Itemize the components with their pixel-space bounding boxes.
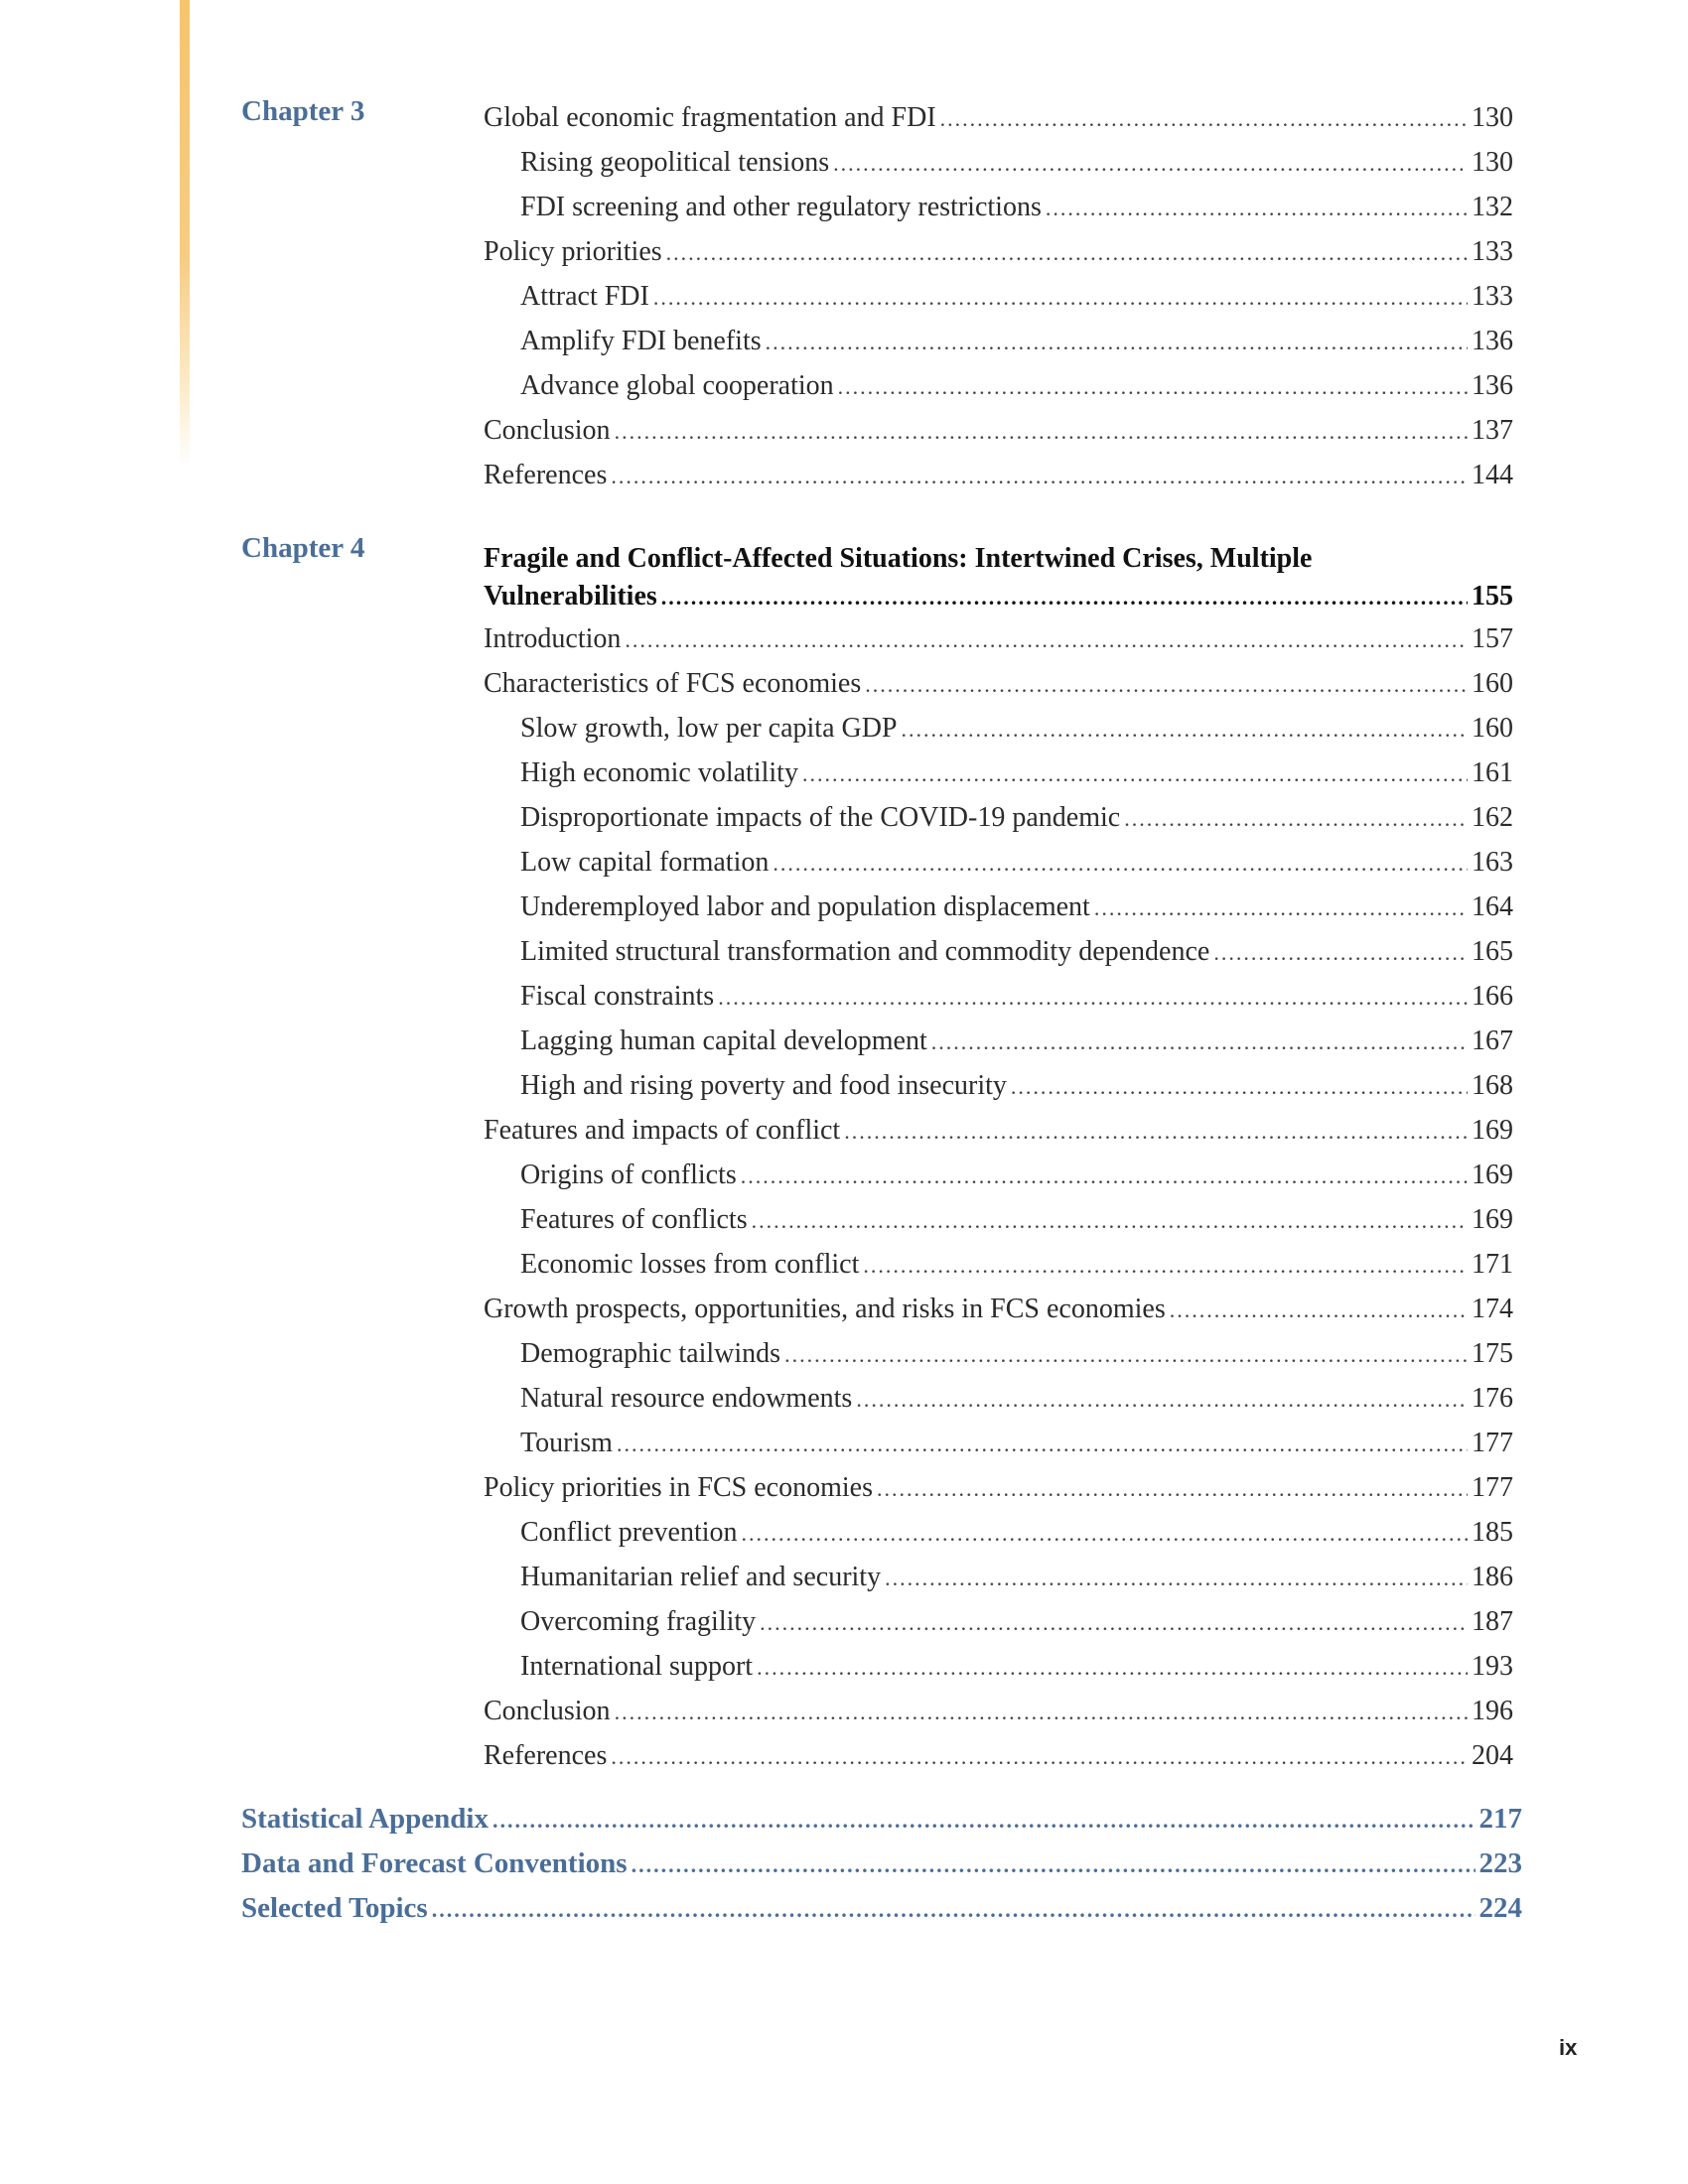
toc-entry[interactable] [484, 929, 1513, 974]
dot-leader [877, 1466, 1468, 1511]
toc-entry-page: 133 [1472, 236, 1513, 267]
dot-leader [615, 409, 1468, 454]
dot-leader [1170, 1288, 1468, 1332]
toc-entry-title: Conflict prevention [520, 1517, 738, 1548]
dot-leader [1094, 886, 1468, 930]
dot-leader [492, 1798, 1476, 1843]
toc-entry[interactable] [484, 1287, 1513, 1331]
toc-entry-title: Overcoming fragility [520, 1606, 757, 1637]
toc-entry-title: References [484, 1740, 608, 1771]
toc-entry-title: Selected Topics [241, 1892, 428, 1924]
dot-leader [742, 1511, 1468, 1556]
toc-entry-title: Amplify FDI benefits [520, 326, 762, 356]
toc-entry-page: 171 [1472, 1249, 1513, 1280]
toc-entry-page: 136 [1472, 326, 1513, 356]
toc-entry-page: 169 [1472, 1204, 1513, 1235]
dot-leader [940, 96, 1468, 141]
dot-leader [766, 320, 1468, 364]
dot-leader [752, 1198, 1468, 1243]
toc-entry-title: Humanitarian relief and security [520, 1562, 882, 1592]
toc-entry[interactable] [484, 185, 1513, 229]
dot-leader [833, 141, 1468, 186]
decorative-gold-bar [180, 0, 190, 467]
toc-entry-title: Conclusion [484, 1696, 611, 1726]
dot-leader [1011, 1064, 1468, 1109]
toc-entry-page: 164 [1472, 891, 1513, 922]
toc-entry-title: Economic losses from conflict [520, 1249, 860, 1280]
toc-entry[interactable] [484, 795, 1513, 840]
toc-entry[interactable] [241, 1886, 1522, 1931]
toc-entry[interactable] [484, 751, 1513, 795]
dot-leader [902, 707, 1468, 751]
toc-entry[interactable] [484, 1644, 1513, 1689]
chapter-4-heading-row [484, 577, 1513, 616]
chapter-3-toc [484, 95, 1513, 497]
page-number: ix [1559, 2035, 1578, 2060]
toc-entry-page: 187 [1472, 1606, 1513, 1637]
toc-entry[interactable] [484, 1197, 1513, 1242]
toc-entry[interactable] [484, 140, 1513, 185]
toc-entry[interactable] [484, 453, 1513, 497]
toc-entry-title: Low capital formation [520, 847, 770, 878]
dot-leader [802, 751, 1468, 796]
toc-entry[interactable] [484, 1510, 1513, 1555]
toc-entry-page: 175 [1472, 1338, 1513, 1369]
dot-leader [773, 841, 1468, 886]
toc-entry-title: Introduction [484, 623, 622, 654]
toc-entry[interactable] [484, 974, 1513, 1019]
dot-leader [1124, 796, 1468, 841]
toc-entry[interactable] [484, 1421, 1513, 1465]
toc-entry-title: Disproportionate impacts of the COVID-19 pandemic [520, 802, 1121, 833]
toc-entry[interactable] [484, 1108, 1513, 1153]
dot-leader [718, 975, 1468, 1020]
toc-entry-title: Rising geopolitical tensions [520, 147, 830, 178]
toc-entry-page: 177 [1472, 1472, 1513, 1503]
toc-entry-page: 176 [1472, 1383, 1513, 1414]
toc-entry[interactable] [484, 1063, 1513, 1108]
toc-entry-page: 163 [1472, 847, 1513, 878]
toc-entry[interactable] [484, 1555, 1513, 1599]
toc-entry-page: 169 [1472, 1115, 1513, 1146]
toc-entry-title: Advance global cooperation [520, 370, 834, 401]
toc-entry-page: 196 [1472, 1696, 1513, 1726]
dot-leader [615, 1690, 1468, 1734]
toc-entry-title: Features of conflicts [520, 1204, 748, 1235]
appendix-toc [241, 1797, 1522, 1931]
toc-entry-title: Attract FDI [520, 281, 649, 312]
chapter-4-heading-page: 155 [1472, 581, 1513, 612]
toc-entry[interactable] [484, 1689, 1513, 1733]
toc-entry-page: 137 [1472, 415, 1513, 446]
toc-entry-page: 157 [1472, 623, 1513, 654]
dot-leader [617, 1422, 1468, 1466]
toc-entry-title: Slow growth, low per capita GDP [520, 713, 898, 744]
toc-entry-page: 165 [1472, 936, 1513, 967]
toc-entry-title: Global economic fragmentation and FDI [484, 102, 936, 133]
toc-entry-page: 136 [1472, 370, 1513, 401]
toc-entry[interactable] [484, 1599, 1513, 1644]
toc-entry-page: 185 [1472, 1517, 1513, 1548]
toc-entry[interactable] [484, 1465, 1513, 1510]
toc-entry-page: 160 [1472, 668, 1513, 699]
dot-leader [432, 1887, 1476, 1932]
toc-entry-title: Tourism [520, 1428, 613, 1458]
toc-entry-title: Fiscal constraints [520, 981, 715, 1012]
toc-entry-page: 144 [1472, 460, 1513, 490]
toc-entry-page: 161 [1472, 757, 1513, 788]
toc-entry-page: 167 [1472, 1025, 1513, 1056]
toc-entry[interactable] [484, 363, 1513, 408]
chapter-4-heading-line2: Vulnerabilities [484, 581, 657, 612]
toc-entry-title: References [484, 460, 608, 490]
dot-leader [838, 364, 1468, 409]
toc-entry[interactable] [484, 1376, 1513, 1421]
toc-entry[interactable] [484, 1019, 1513, 1063]
toc-entry-title: High and rising poverty and food insecurity [520, 1070, 1007, 1101]
dot-leader [760, 1600, 1468, 1645]
toc-entry-title: Data and Forecast Conventions [241, 1847, 628, 1879]
toc-entry-title: High economic volatility [520, 757, 798, 788]
dot-leader [757, 1645, 1468, 1690]
dot-leader [863, 1243, 1468, 1288]
toc-entry-title: Statistical Appendix [241, 1803, 489, 1835]
dot-leader [784, 1332, 1468, 1377]
dot-leader [661, 578, 1468, 617]
dot-leader [885, 1556, 1468, 1600]
toc-entry-title: Demographic tailwinds [520, 1338, 781, 1369]
toc-entry-page: 223 [1478, 1847, 1522, 1879]
toc-entry-title: Growth prospects, opportunities, and risks in FCS economies [484, 1294, 1166, 1324]
toc-entry[interactable] [484, 706, 1513, 751]
toc-entry-title: Origins of conflicts [520, 1160, 737, 1190]
chapter-4-entries [484, 616, 1513, 1778]
toc-entry[interactable] [484, 95, 1513, 140]
dot-leader [1046, 186, 1468, 230]
toc-entry[interactable] [484, 840, 1513, 885]
toc-entry-page: 130 [1472, 147, 1513, 178]
dot-leader [625, 617, 1468, 662]
chapter-4-label: Chapter 4 [241, 532, 365, 564]
toc-entry-page: 166 [1472, 981, 1513, 1012]
toc-entry-title: Lagging human capital development [520, 1025, 927, 1056]
toc-entry[interactable] [484, 661, 1513, 706]
toc-entry[interactable] [484, 885, 1513, 929]
dot-leader [844, 1109, 1468, 1154]
toc-entry[interactable] [484, 1331, 1513, 1376]
dot-leader [865, 662, 1468, 707]
toc-entry-title: Natural resource endowments [520, 1383, 853, 1414]
dot-leader [611, 1734, 1468, 1779]
toc-entry-page: 133 [1472, 281, 1513, 312]
dot-leader [611, 454, 1468, 498]
toc-entry[interactable] [484, 319, 1513, 363]
toc-entry[interactable] [484, 274, 1513, 319]
toc-entry-page: 204 [1472, 1740, 1513, 1771]
toc-entry-page: 162 [1472, 802, 1513, 833]
toc-entry-page: 169 [1472, 1160, 1513, 1190]
toc-entry-title: Policy priorities in FCS economies [484, 1472, 873, 1503]
toc-entry-page: 186 [1472, 1562, 1513, 1592]
dot-leader [1213, 930, 1468, 975]
toc-entry-title: FDI screening and other regulatory restrictions [520, 192, 1042, 222]
toc-entry[interactable] [241, 1797, 1522, 1842]
toc-entry[interactable] [241, 1842, 1522, 1886]
toc-entry-page: 217 [1478, 1803, 1522, 1835]
toc-entry-title: Limited structural transformation and commodity dependence [520, 936, 1210, 967]
chapter-4-heading[interactable] [484, 541, 1513, 616]
toc-entry[interactable] [484, 408, 1513, 453]
toc-entry-page: 168 [1472, 1070, 1513, 1101]
toc-entry[interactable] [484, 1733, 1513, 1778]
toc-entry[interactable] [484, 1242, 1513, 1287]
toc-entry-page: 177 [1472, 1428, 1513, 1458]
toc-entry-page: 130 [1472, 102, 1513, 133]
dot-leader [741, 1154, 1468, 1198]
toc-entry-page: 193 [1472, 1651, 1513, 1682]
toc-entry-title: Characteristics of FCS economies [484, 668, 862, 699]
toc-entry[interactable] [484, 616, 1513, 661]
toc-entry-title: Features and impacts of conflict [484, 1115, 841, 1146]
dot-leader [632, 1843, 1476, 1887]
toc-entry-page: 160 [1472, 713, 1513, 744]
dot-leader [653, 275, 1468, 320]
toc-entry-title: Policy priorities [484, 236, 662, 267]
toc-entry-page: 174 [1472, 1294, 1513, 1324]
toc-entry-title: International support [520, 1651, 754, 1682]
toc-entry[interactable] [484, 1153, 1513, 1197]
chapter-4-heading-line1: Fragile and Conflict-Affected Situations: Intertwined Crises, Multiple [484, 543, 1313, 574]
dot-leader [931, 1020, 1468, 1064]
toc-entry-page: 132 [1472, 192, 1513, 222]
dot-leader [856, 1377, 1468, 1422]
toc-entry-title: Conclusion [484, 415, 611, 446]
toc-entry-title: Underemployed labor and population displacement [520, 891, 1090, 922]
toc-entry-page: 224 [1478, 1892, 1522, 1924]
dot-leader [666, 230, 1468, 275]
toc-entry[interactable] [484, 229, 1513, 274]
chapter-3-label: Chapter 3 [241, 95, 365, 127]
chapter-4-toc [484, 541, 1513, 1778]
